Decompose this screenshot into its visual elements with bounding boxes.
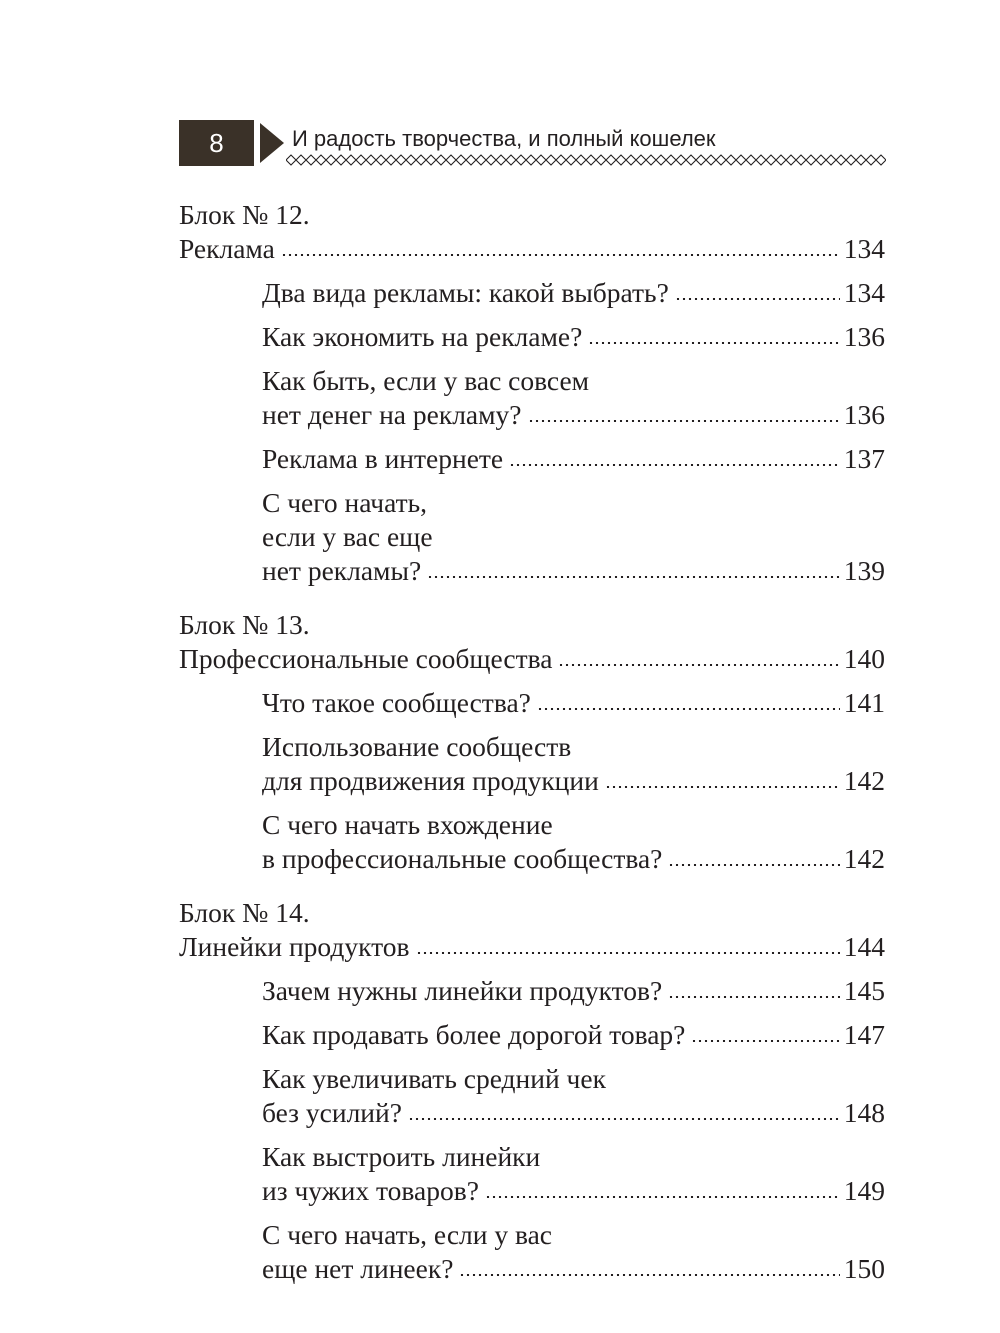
entry-page-number: 134 — [843, 277, 885, 308]
entry-last-line — [262, 686, 885, 720]
dot-leader — [558, 664, 839, 666]
toc-subentry[interactable] — [179, 1062, 885, 1130]
entry-title-line: Как выстроить линейки — [262, 1141, 541, 1172]
entry-page-number: 144 — [843, 931, 885, 962]
entry-title-line: без усилий? — [262, 1097, 402, 1128]
entry-page-number: 136 — [843, 399, 885, 430]
toc-subentry[interactable] — [179, 276, 885, 310]
block-label: Блок № 13. — [179, 609, 310, 640]
entry-page-number: 141 — [843, 687, 885, 718]
entry-last-line — [262, 398, 885, 432]
entry-page-number: 136 — [843, 321, 885, 352]
dot-leader — [668, 996, 840, 998]
entry-title-line: Два вида рекламы: какой выбрать? — [262, 277, 669, 308]
entry-last-line — [262, 276, 885, 310]
block-label: Блок № 12. — [179, 199, 310, 230]
block-label: Блок № 14. — [179, 897, 310, 928]
toc-subentry[interactable] — [179, 320, 885, 354]
entry-page-number: 147 — [843, 1019, 885, 1050]
dot-leader — [281, 254, 840, 256]
entry-last-line — [262, 974, 885, 1008]
entry-title-line: С чего начать, если у вас — [262, 1219, 552, 1250]
entry-title-line: Как продавать более дорогой товар? — [262, 1019, 686, 1050]
toc-subentry[interactable] — [179, 1140, 885, 1208]
entry-title-line: Использование сообществ — [262, 731, 572, 762]
dot-leader — [537, 708, 840, 710]
entry-title-line: С чего начать вхождение — [262, 809, 553, 840]
entry-title-line: Что такое сообщества? — [262, 687, 531, 718]
dot-leader — [459, 1274, 839, 1276]
toc-subentry[interactable] — [179, 974, 885, 1008]
entry-last-line — [262, 320, 885, 354]
toc-chapter-entry[interactable] — [179, 232, 885, 266]
dot-leader — [427, 576, 840, 578]
entry-title-line: нет денег на рекламу? — [262, 399, 522, 430]
chapter-title: Реклама — [179, 233, 275, 264]
entry-page-number: 140 — [843, 643, 885, 674]
entry-title-line: еще нет линеек? — [262, 1253, 454, 1284]
entry-title-line: Как экономить на рекламе? — [262, 321, 583, 352]
header-arrow-icon — [260, 123, 284, 163]
toc-subentry[interactable] — [179, 1218, 885, 1286]
entry-page-number: 150 — [843, 1253, 885, 1284]
entry-title-line: если у вас еще — [262, 521, 433, 552]
dot-leader — [675, 298, 840, 300]
toc-subentry[interactable] — [179, 364, 885, 432]
entry-last-line — [262, 554, 885, 588]
dot-leader — [605, 786, 840, 788]
toc-subentry[interactable] — [179, 686, 885, 720]
entry-last-line — [262, 1018, 885, 1052]
dot-leader — [691, 1040, 839, 1042]
dot-leader — [416, 952, 840, 954]
entry-title-line: нет рекламы? — [262, 555, 422, 586]
entry-last-line — [262, 1174, 885, 1208]
entry-title-line: Как быть, если у вас совсем — [262, 365, 590, 396]
toc-chapter-entry[interactable] — [179, 642, 885, 676]
entry-page-number: 134 — [843, 233, 885, 264]
dot-leader — [528, 420, 840, 422]
toc-subentry[interactable] — [179, 442, 885, 476]
entry-last-line — [262, 1096, 885, 1130]
entry-last-line — [179, 930, 885, 964]
entry-title-line: Реклама в интернете — [262, 443, 504, 474]
entry-title-line: в профессиональные сообщества? — [262, 843, 663, 874]
entry-last-line — [179, 232, 885, 266]
entry-last-line — [179, 642, 885, 676]
entry-page-number: 148 — [843, 1097, 885, 1128]
entry-title-line: С чего начать, — [262, 487, 428, 518]
toc-subentry[interactable] — [179, 730, 885, 798]
table-of-contents — [179, 198, 885, 1286]
entry-page-number: 145 — [843, 975, 885, 1006]
entry-page-number: 149 — [843, 1175, 885, 1206]
entry-title-line: Зачем нужны линейки продуктов? — [262, 975, 663, 1006]
entry-page-number: 142 — [843, 765, 885, 796]
entry-last-line — [262, 842, 885, 876]
dot-leader — [509, 464, 840, 466]
header-ornament-rule — [286, 154, 886, 166]
dot-leader — [668, 864, 839, 866]
toc-subentry[interactable] — [179, 1018, 885, 1052]
entry-last-line — [262, 764, 885, 798]
page-number: 8 — [179, 120, 254, 166]
entry-page-number: 137 — [843, 443, 885, 474]
entry-title-line: Как увеличивать средний чек — [262, 1063, 606, 1094]
running-title: И радость творчества, и полный кошелек — [292, 126, 716, 151]
toc-subentry[interactable] — [179, 486, 885, 588]
entry-title-line: для продвижения продукции — [262, 765, 599, 796]
dot-leader — [408, 1118, 840, 1120]
dot-leader — [588, 342, 839, 344]
entry-title-line: из чужих товаров? — [262, 1175, 479, 1206]
entry-last-line — [262, 442, 885, 476]
chapter-title: Профессиональные сообщества — [179, 643, 553, 674]
dot-leader — [485, 1196, 840, 1198]
chapter-title: Линейки продуктов — [179, 931, 410, 962]
entry-last-line — [262, 1252, 885, 1286]
entry-page-number: 142 — [843, 843, 885, 874]
toc-subentry[interactable] — [179, 808, 885, 876]
entry-page-number: 139 — [843, 555, 885, 586]
toc-chapter-entry[interactable] — [179, 930, 885, 964]
